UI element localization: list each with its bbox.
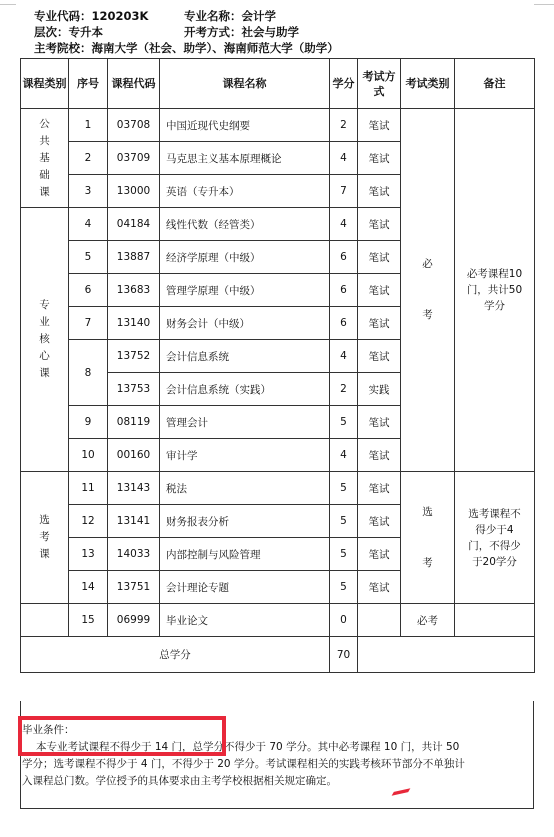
- cell-credit: 6: [330, 241, 358, 274]
- course-table: [20, 58, 535, 673]
- graduation-title: 毕业条件：: [22, 724, 75, 736]
- header-category: 课程类别: [21, 59, 69, 109]
- cell-course-name: 马克思主义基本原理概论: [160, 142, 330, 175]
- cell-code: 13751: [108, 571, 160, 604]
- total-row: [21, 637, 535, 673]
- cell-seq: 8: [69, 340, 108, 406]
- header-exam-mode: 考试方式: [358, 59, 401, 109]
- cell-seq: 5: [69, 241, 108, 274]
- cell-exam-mode: 笔试: [358, 142, 401, 175]
- cell-course-name: 毕业论文: [160, 604, 330, 637]
- cell-course-name: 税法: [160, 472, 330, 505]
- cell-exam-mode: 笔试: [358, 175, 401, 208]
- cell-credit: 2: [330, 373, 358, 406]
- cell-course-name: 财务会计（中级）: [160, 307, 330, 340]
- cell-course-name: 会计理论专题: [160, 571, 330, 604]
- cell-seq: 12: [69, 505, 108, 538]
- cell-credit: 4: [330, 439, 358, 472]
- cell-credit: 4: [330, 142, 358, 175]
- cell-seq: 6: [69, 274, 108, 307]
- cell-code: 13000: [108, 175, 160, 208]
- cell-seq: 14: [69, 571, 108, 604]
- cell-course-name: 管理学原理（中级）: [160, 274, 330, 307]
- cell-credit: 5: [330, 571, 358, 604]
- cell-seq: 4: [69, 208, 108, 241]
- exam-mode: 开考方式：社会与助学: [184, 25, 299, 39]
- course-table-wrap: [20, 58, 534, 673]
- cell-exam-mode: 笔试: [358, 274, 401, 307]
- cell-seq: 11: [69, 472, 108, 505]
- cell-seq: 3: [69, 175, 108, 208]
- program-name: 专业名称：会计学: [184, 9, 276, 23]
- total-value: 70: [330, 637, 358, 673]
- total-empty: [358, 637, 535, 673]
- cell-seq: 7: [69, 307, 108, 340]
- cell-code: 14033: [108, 538, 160, 571]
- header-course-name: 课程名称: [160, 59, 330, 109]
- cell-remark-empty: [455, 604, 535, 637]
- cell-credit: 5: [330, 472, 358, 505]
- required-type-cell: 必 考: [401, 109, 455, 472]
- cell-code: 13752: [108, 340, 160, 373]
- cell-exam-mode: 笔试: [358, 472, 401, 505]
- category-core: 专 业 核 心 课: [21, 208, 69, 472]
- cell-credit: 5: [330, 505, 358, 538]
- required-note-cell: 必考课程10门，共计50学分: [455, 109, 535, 472]
- elective-note-cell: 选考课程不得少于4门，不得少于20学分: [455, 472, 535, 604]
- cell-credit: 0: [330, 604, 358, 637]
- cell-credit: 5: [330, 406, 358, 439]
- cell-code: 08119: [108, 406, 160, 439]
- table-header-row: [21, 59, 535, 109]
- host-schools: 主考院校：海南大学（社会、助学）、海南师范大学（助学）: [34, 41, 339, 55]
- cell-code: 13683: [108, 274, 160, 307]
- cell-course-name: 内部控制与风险管理: [160, 538, 330, 571]
- cell-exam-mode: 实践: [358, 373, 401, 406]
- table-row: [21, 109, 535, 142]
- cell-course-name: 中国近现代史纲要: [160, 109, 330, 142]
- elective-type-cell: 选 考: [401, 472, 455, 604]
- cell-exam-mode: 笔试: [358, 340, 401, 373]
- cell-course-name: 线性代数（经管类）: [160, 208, 330, 241]
- cell-credit: 6: [330, 274, 358, 307]
- cell-exam-mode: 笔试: [358, 505, 401, 538]
- cell-course-name: 会计信息系统: [160, 340, 330, 373]
- header-seq: 序号: [69, 59, 108, 109]
- category-public: 公 共 基 础 课: [21, 109, 69, 208]
- highlight-box: [18, 716, 226, 756]
- header-code: 课程代码: [108, 59, 160, 109]
- cell-exam-mode: 笔试: [358, 208, 401, 241]
- cell-exam-mode: 笔试: [358, 406, 401, 439]
- cell-course-name: 审计学: [160, 439, 330, 472]
- cell-seq: 1: [69, 109, 108, 142]
- program-header: [34, 8, 339, 56]
- program-level: 层次：专升本: [34, 25, 103, 39]
- cell-code: 03709: [108, 142, 160, 175]
- cell-exam-type: 必考: [401, 604, 455, 637]
- table-row: [21, 472, 535, 505]
- table-row: [21, 604, 535, 637]
- cell-credit: 4: [330, 208, 358, 241]
- graduation-line-3: 入课程总门数。学位授予的具体要求由主考学校根据相关规定确定。: [22, 775, 337, 787]
- header-exam-type: 考试类别: [401, 59, 455, 109]
- cell-seq: 10: [69, 439, 108, 472]
- cell-code: 00160: [108, 439, 160, 472]
- cell-credit: 2: [330, 109, 358, 142]
- cell-code: 13887: [108, 241, 160, 274]
- cell-category-empty: [21, 604, 69, 637]
- category-elective: 选 考 课: [21, 472, 69, 604]
- cell-course-name: 经济学原理（中级）: [160, 241, 330, 274]
- cell-seq: 2: [69, 142, 108, 175]
- header-credit: 学分: [330, 59, 358, 109]
- cell-code: 13140: [108, 307, 160, 340]
- cell-exam-mode: 笔试: [358, 439, 401, 472]
- cell-credit: 6: [330, 307, 358, 340]
- cell-credit: 4: [330, 340, 358, 373]
- cell-code: 06999: [108, 604, 160, 637]
- graduation-line-2: 学分；选考课程不得少于 4 门，不得少于 20 学分。考试课程相关的实践考核环节部分不单独计: [22, 758, 465, 770]
- graduation-line-1: 本专业考试课程不得少于 14 门，总学分不得少于 70 学分。其中必考课程 10 门，共计 50: [36, 741, 460, 753]
- cell-credit: 5: [330, 538, 358, 571]
- program-code: 专业代码：120203K: [34, 9, 149, 23]
- cell-code: 04184: [108, 208, 160, 241]
- cell-exam-mode: 笔试: [358, 241, 401, 274]
- cell-course-name: 管理会计: [160, 406, 330, 439]
- total-label: 总学分: [21, 637, 330, 673]
- cell-code: 13141: [108, 505, 160, 538]
- cell-seq: 13: [69, 538, 108, 571]
- cell-code: 03708: [108, 109, 160, 142]
- cell-course-name: 会计信息系统（实践）: [160, 373, 330, 406]
- cell-course-name: 英语（专升本）: [160, 175, 330, 208]
- cell-code: 13143: [108, 472, 160, 505]
- header-remark: 备注: [455, 59, 535, 109]
- page-top-rule: [0, 4, 554, 5]
- cell-exam-mode: 笔试: [358, 571, 401, 604]
- cell-seq: 15: [69, 604, 108, 637]
- cell-credit: 7: [330, 175, 358, 208]
- cell-exam-mode: 笔试: [358, 109, 401, 142]
- cell-exam-mode: [358, 604, 401, 637]
- cell-seq: 9: [69, 406, 108, 439]
- cell-exam-mode: 笔试: [358, 538, 401, 571]
- cell-exam-mode: 笔试: [358, 307, 401, 340]
- cell-course-name: 财务报表分析: [160, 505, 330, 538]
- cell-code: 13753: [108, 373, 160, 406]
